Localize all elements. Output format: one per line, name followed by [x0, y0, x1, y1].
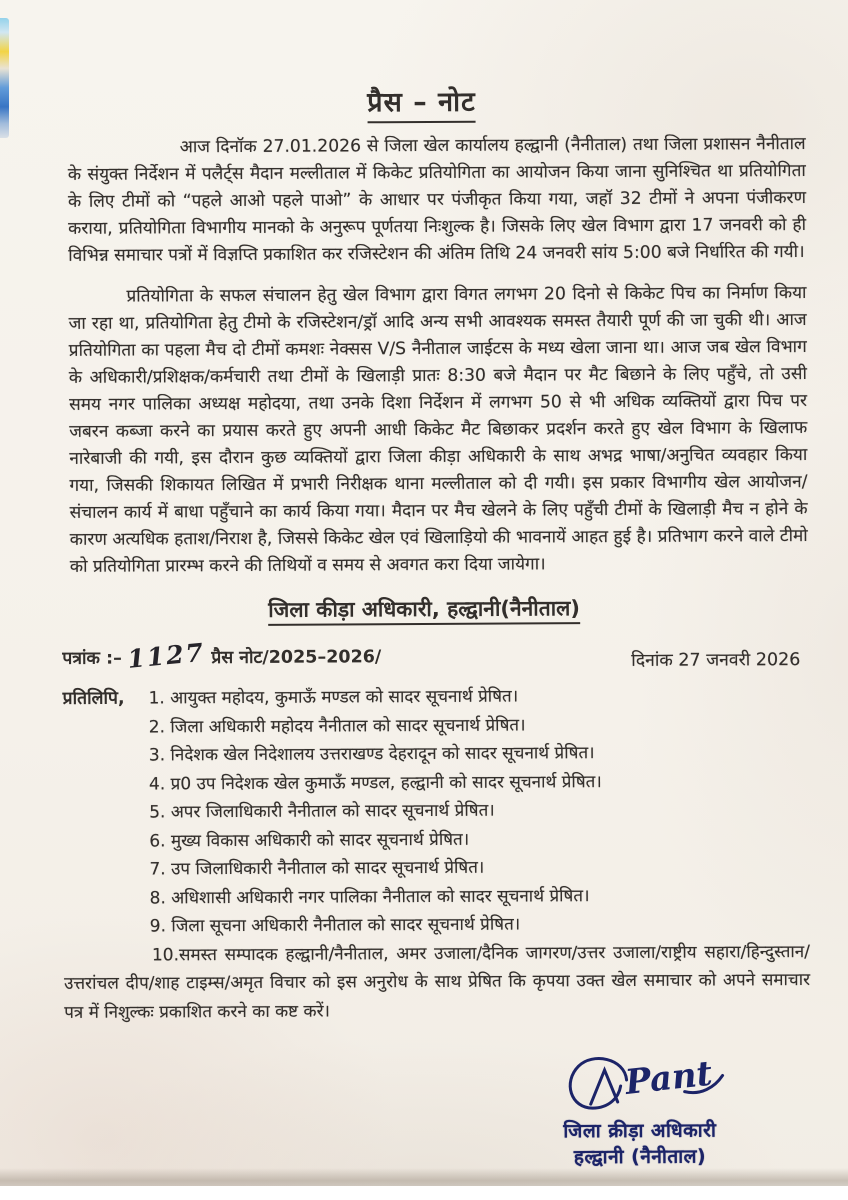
- copies-label: प्रतिलिपि,: [62, 688, 125, 709]
- ref-label: पत्रांक :–: [62, 648, 122, 669]
- copy-item-10: 10.समस्त सम्पादक हल्द्वानी/नैनीताल, अमर उजाला/दैनिक जागरण/उत्तर उजाला/राष्ट्रीय सहारा/हिन्दुस्तान/ उत्तरांचल दीप/शाह टाइम्स/अमृत विचार को इस अनुरोध के साथ प्रेषित कि कृपया उक्त खेल समाचार को अपने समाचार पत्र में निशुल्कः प्रकाशित करने का कष्ट करें।: [64, 941, 811, 1023]
- office-heading: [0, 593, 848, 625]
- copies-list: [148, 681, 809, 941]
- office-heading-text: जिला कीड़ा अधिकारी, हल्द्वानी(नैनीताल): [268, 596, 580, 626]
- copy-item-7: 7. उप जिलाधिकारी नैनीताल को सादर सूचनार्थ प्रेषित।: [149, 857, 485, 880]
- copy-item-4: 4. प्र0 उप निदेशक खेल कुमाऊँ मण्डल, हल्द्वानी को सादर सूचनार्थ प्रेषित।: [148, 771, 602, 794]
- copy-item-5: 5. अपर जिलाधिकारी नैनीताल को सादर सूचनार्थ प्रेषित।: [149, 800, 495, 823]
- copies-section: [63, 681, 810, 941]
- copy-item-1: 1. आयुक्त महोदय, कुमाऊँ मण्डल को सादर सूचनार्थ प्रेषित।: [148, 686, 519, 709]
- signature-block: [514, 1045, 765, 1170]
- ref-number-handwritten: 1127: [126, 637, 207, 674]
- reference-row: [62, 637, 800, 675]
- stamp-line-1: जिला क्रीड़ा अधिकारी: [563, 1119, 717, 1143]
- copy-item-3: 3. निदेशक खेल निदेशालय उत्तराखण्ड देहरादून को सादर सूचनार्थ प्रेषित।: [148, 743, 595, 766]
- copy-item-9: 9. जिला सूचना अधिकारी नैनीताल को सादर सूचनार्थ प्रेषित।: [149, 914, 521, 937]
- document-title: [0, 80, 846, 121]
- signature-scribble: [534, 1045, 744, 1124]
- date-line: दिनांक 27 जनवरी 2026: [631, 650, 801, 671]
- copy-item-8: 8. अधिशासी अधिकारी नगर पालिका नैनीताल को सादर सूचनार्थ प्रेषित।: [149, 885, 590, 908]
- stamp-line-2: हल्द्वानी (नैनीताल): [573, 1145, 707, 1169]
- copy-item-2: 2. जिला अधिकारी महोदय नैनीताल को सादर सूचनार्थ प्रेषित।: [148, 714, 526, 737]
- signature-text: Pant: [623, 1053, 715, 1103]
- ref-suffix: प्रैस नोट/2025–2026/: [211, 647, 382, 669]
- paragraph-2: प्रतियोगिता के सफल संचालन हेतु खेल विभाग द्वारा विगत लगभग 20 दिनो से किकेट पिच का निर्माण किया जा रहा था, प्रतियोगिता हेतु टीमो के रजिस्टेशन/ड्रॉ आदि अन्य सभी आवश्यक समस्त तैयारी पूर्ण की जा चुकी थी। आज प्रतियोगिता का पहला मैच दो टीमों कमशः नेक्सस V/S नैनीताल जाईटस के मध्य खेला जाना था। आज जब खेल विभाग के अधिकारी/प्रशिक्षक/कर्मचारी तथा टीमों के खिलाड़ी प्रातः 8:30 बजे मैदान पर मैट बिछाने के लिए पहुँचे, तो उसी समय नगर पालिका अध्यक्ष महोदया, तथा उनके दिशा निर्देशन में लगभग 50 से भी अधिक व्यक्तियों द्वारा पिच पर जबरन कब्जा करने का प्रयास करते हुए अपनी आधी किकेट मैट बिछाकर प्रदर्शन करते हुए खेल विभाग के खिलाफ नारेबाजी की गयी, इस दौरान कुछ व्यक्तियों द्वारा जिला कीड़ा अधिकारी के साथ अभद्र भाषा/अनुचित व्यवहार किया गया, जिसकी शिकायत लिखित में प्रभारी निरीक्षक थाना मल्लीताल को दी गयी। इस प्रकार विभागीय खेल आयोजन/संचालन कार्य में बाधा पहुँचाने का कार्य किया गया। मैदान पर मैच खेलने के लिए पहुँची टीमों के खिलाड़ी मैच न होने के कारण अत्यधिक हताश/निराश है, जिससे किकेट खेल एवं खिलाड़ियो की भावनायें आहत हुई है। प्रतिभाग करने वाले टीमो को प्रतियोगिता प्रारम्भ करने की तिथियों व समय से अवगत करा दिया जायेगा।: [68, 282, 808, 577]
- scan-bottom-edge-shadow: [0, 1168, 848, 1186]
- document-title-text: प्रैस – नोट: [367, 87, 476, 124]
- reference-number-line: [62, 637, 382, 674]
- paragraph-1: आज दिनॉक 27.01.2026 से जिला खेल कार्यालय हल्द्वानी (नैनीताल) तथा जिला प्रशासन नैनीताल के संयुक्त निर्देशन में पलैर्ट्स मैदान मल्लीताल में किकेट प्रतियोगिता का आयोजन किया जाना सुनिश्चित था प्रतियोगिता के लिए टीमों को “पहले आओ पहले पाओ” के आधार पर पंजीकृत किया गया, जहॉ 32 टीमों ने अपना पंजीकरण कराया, प्रतियोगिता विभागीय मानको के अनुरूप पूर्णतया निःशुल्क है। जिसके लिए खेल विभाग द्वारा 17 जनवरी को ही विभिन्न समाचार पत्रों में विज्ञप्ति प्रकाशित कर रजिस्टेशन की अंतिम तिथि 24 जनवरी सांय 5:00 बजे निर्धारित की गयी।: [67, 133, 807, 266]
- copy-item-6: 6. मुख्य विकास अधिकारी को सादर सूचनार्थ प्रेषित।: [149, 829, 470, 851]
